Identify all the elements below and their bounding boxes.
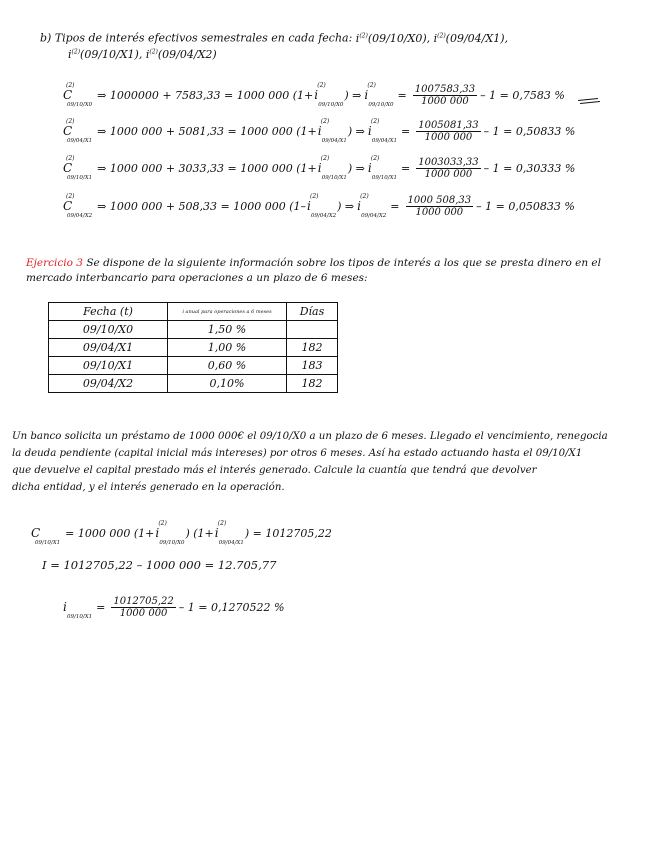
table-cell: 182	[287, 339, 338, 357]
table-row	[49, 375, 338, 393]
result-capital-equation: C 09/10/X1 = 1000 000 (1+ (2) i 09/10/X0 ) (1+ (2) i 09/04/X1 ) = 1012705,22	[31, 520, 332, 546]
table-cell: 0,60 %	[168, 357, 287, 375]
table-cell: 182	[287, 375, 338, 393]
fraction: $\frac{1012705,22}{1000 000}$	[113, 596, 174, 619]
table-cell: 183	[287, 357, 338, 375]
table-cell: 1,50 %	[168, 321, 287, 339]
table-header: Días	[287, 303, 338, 321]
table-cell	[287, 321, 338, 339]
section-b-intro-line2	[68, 44, 217, 62]
exercise-3-label: Ejercicio 3	[26, 257, 83, 269]
fraction: $\frac{1003033,33}{1000 000}$	[418, 157, 479, 180]
fraction: $\frac{1005081,33}{1000 000}$	[418, 120, 479, 143]
table-cell: 09/10/X0	[49, 321, 168, 339]
fraction: $\frac{1007583,33}{1000 000}$	[414, 84, 476, 107]
i-list-item-2: $i^{(2)}(09/04/X1)$,	[433, 31, 508, 45]
section-b-intro	[40, 28, 508, 46]
result-rate-equation: i 09/10/X1 = $\frac{1012705,22}{1000 000}$ – 1 = 0,1270522 %	[63, 596, 285, 620]
table-cell: 09/10/X1	[49, 357, 168, 375]
table-cell: 0,10%	[168, 375, 287, 393]
interest-rate-table	[48, 302, 338, 393]
table-header: i anual para operaciones a 6 meses	[168, 303, 287, 321]
table-header: Fecha (t)	[49, 303, 168, 321]
table-cell: 1,00 %	[168, 339, 287, 357]
table-row	[49, 357, 338, 375]
table-row	[49, 321, 338, 339]
i-list-item-1: $i^{(2)}(09/10/X0)$,	[355, 31, 434, 45]
equation-3: (2) C 09/10/X1 ⇒ 1000 000 + 3033,33 = 1000 000 (1+ (2) i 09/10/X1 ) ⇒ (2) i 09/10/X1 = $\frac{1003033,33}{1000 000}$ – 1 = 0,30333 %	[63, 155, 576, 181]
equation-2: (2) C 09/04/X1 ⇒ 1000 000 + 5081,33 = 1000 000 (1+ (2) i 09/04/X1 ) ⇒ (2) i 09/04/X1 = $\frac{1005081,33}{1000 000}$ – 1 = 0,50833 %	[63, 118, 576, 144]
exercise-3-statement: Ejercicio 3 Se dispone de la siguiente información sobre los tipos de interés a los que se presta dinero en el mercado interbancario para operaciones a un plazo de 6 meses:	[26, 257, 601, 284]
equation-4: (2) C 09/04/X2 ⇒ 1000 000 + 508,33 = 1000 000 (1– (2) i 09/04/X2 ) ⇒ (2) i 09/04/X2 = $\frac{1000 508,33}{1000 000}$ – 1 = 0,050833 %	[63, 193, 575, 219]
i-list-item-4: $i^{(2)}(09/04/X2)$	[145, 47, 217, 61]
table-header-row	[49, 303, 338, 321]
equation-1: (2) C 09/10/X0 ⇒ 1000000 + 7583,33 = 1000 000 (1+ (2) i 09/10/X0 ) ⇒ (2) i 09/10/X0 = $\frac{1007583,33}{1000 000}$ – 1 = 0,7583 %	[63, 82, 565, 108]
table-cell: 09/04/X1	[49, 339, 168, 357]
problem-statement: Un banco solicita un préstamo de 1000 000€ el 09/10/X0 a un plazo de 6 meses. Llegado el vencimiento, renegocia la deuda pendiente (capital inicial más intereses) por otros 6 meses. Así ha estado actuando hasta el 09/10/X1 que devuelve el capital prestado más el interés generado. Calcule la cuantía que tendrá que devolver dicha entidad, y el interés generado en la operación.	[12, 431, 608, 493]
fraction: $\frac{1000 508,33}{1000 000}$	[407, 195, 472, 218]
section-b-title: b) Tipos de interés efectivos semestrales en cada fecha:	[40, 31, 353, 45]
interest-result: I = 1012705,22 – 1000 000 = 12.705,77	[42, 558, 277, 572]
double-underline-mark	[580, 101, 600, 104]
table-cell: 09/04/X2	[49, 375, 168, 393]
table-row	[49, 339, 338, 357]
i-list-item-3: $i^{(2)}(09/10/X1)$,	[68, 47, 146, 61]
